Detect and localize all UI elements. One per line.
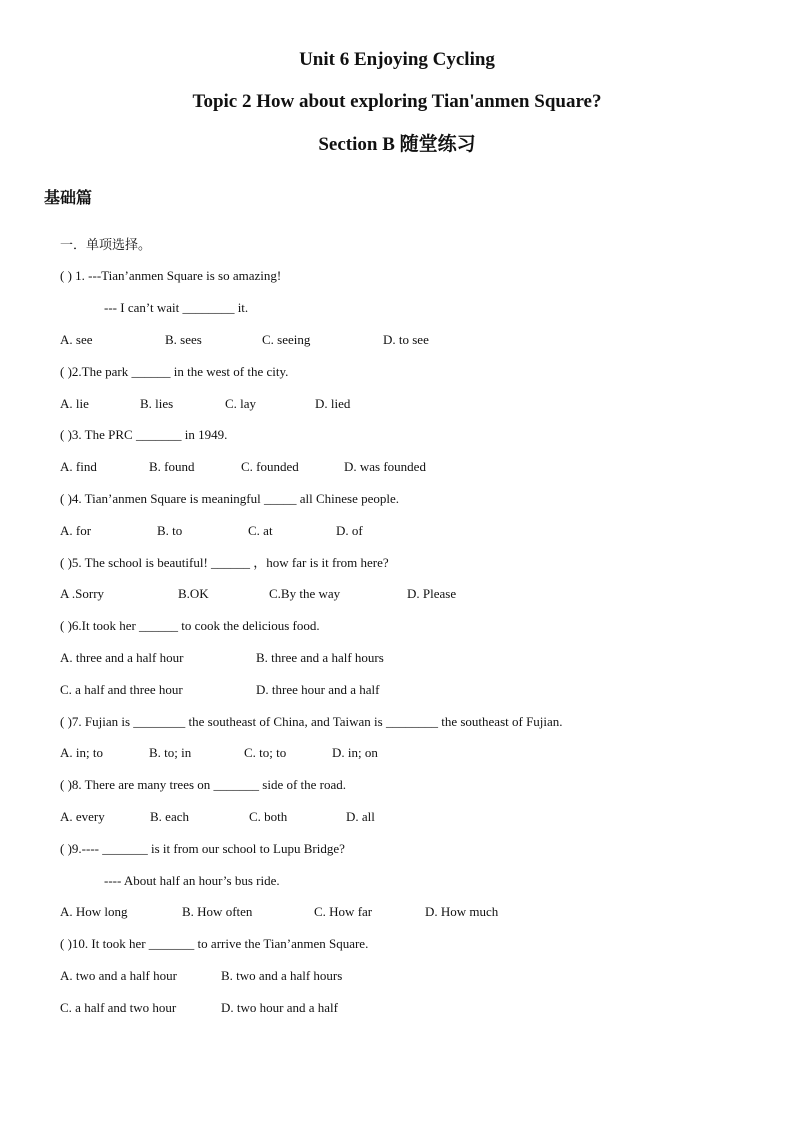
- question-10-option-a: A. two and a half hour: [60, 968, 177, 983]
- exercise-title: 一．单项选择。: [60, 237, 152, 252]
- question-5-option-a: A .Sorry: [60, 586, 105, 601]
- question-4-option-c: C. at: [248, 523, 273, 538]
- question-4-option-a: A. for: [60, 523, 92, 538]
- question-7-stem: ( )7. Fujian is ________ the southeast of China, and Taiwan is ________ the southeast of Fujian.: [60, 714, 563, 729]
- question-2-option-d: D. lied: [315, 396, 351, 411]
- question-3-stem: ( )3. The PRC _______ in 1949.: [60, 427, 228, 442]
- question-7-option-b: B. to; in: [149, 745, 192, 760]
- question-10-option-b: B. two and a half hours: [221, 968, 343, 983]
- question-4-option-d: D. of: [336, 523, 363, 538]
- question-4-option-b: B. to: [157, 523, 183, 538]
- question-7-option-a: A. in; to: [60, 745, 103, 760]
- question-6-option-a: A. three and a half hour: [60, 650, 184, 665]
- question-1-option-a: A. see: [60, 332, 93, 347]
- question-5-option-b: B.OK: [178, 586, 209, 601]
- question-7-option-d: D. in; on: [332, 745, 378, 760]
- question-6-option-c: C. a half and three hour: [60, 682, 183, 697]
- question-8-option-a: A. every: [60, 809, 105, 824]
- question-1-option-b: B. sees: [165, 332, 202, 347]
- question-1-follow: --- I can’t wait ________ it.: [104, 300, 249, 315]
- question-9-option-a: A. How long: [60, 904, 128, 919]
- question-7-option-c: C. to; to: [244, 745, 287, 760]
- question-2-option-c: C. lay: [225, 396, 257, 411]
- question-3-option-c: C. founded: [241, 459, 299, 474]
- question-1-option-d: D. to see: [383, 332, 429, 347]
- question-2-option-b: B. lies: [140, 396, 174, 411]
- question-5-option-c: C.By the way: [269, 586, 341, 601]
- question-8-option-c: C. both: [249, 809, 288, 824]
- question-2-option-a: A. lie: [60, 396, 89, 411]
- question-9-option-c: C. How far: [314, 904, 373, 919]
- question-9-stem: ( )9.---- _______ is it from our school to Lupu Bridge?: [60, 841, 345, 856]
- question-9-option-d: D. How much: [425, 904, 499, 919]
- question-1-option-c: C. seeing: [262, 332, 311, 347]
- unit-title: Unit 6 Enjoying Cycling: [299, 49, 495, 70]
- topic-title: Topic 2 How about exploring Tian'anmen Square?: [192, 91, 602, 112]
- question-10-stem: ( )10. It took her _______ to arrive the Tian’anmen Square.: [60, 936, 369, 951]
- question-9-follow: ---- About half an hour’s bus ride.: [104, 873, 280, 888]
- question-10-option-c: C. a half and two hour: [60, 1000, 177, 1015]
- question-8-option-b: B. each: [150, 809, 189, 824]
- question-4-stem: ( )4. Tian’anmen Square is meaningful _____ all Chinese people.: [60, 491, 400, 506]
- question-8-option-d: D. all: [346, 809, 375, 824]
- question-8-stem: ( )8. There are many trees on _______ side of the road.: [60, 777, 347, 792]
- question-6-stem: ( )6.It took her ______ to cook the delicious food.: [60, 618, 320, 633]
- question-3-option-b: B. found: [149, 459, 195, 474]
- question-6-option-d: D. three hour and a half: [256, 682, 380, 697]
- section-title: Section B 随堂练习: [318, 134, 476, 155]
- question-2-stem: ( )2.The park ______ in the west of the city.: [60, 364, 289, 379]
- question-3-option-a: A. find: [60, 459, 97, 474]
- question-9-option-b: B. How often: [182, 904, 253, 919]
- question-10-option-d: D. two hour and a half: [221, 1000, 338, 1015]
- question-5-stem: ( )5. The school is beautiful! ______ ，how far is it from here?: [60, 555, 389, 570]
- question-5-option-d: D. Please: [407, 586, 457, 601]
- question-6-option-b: B. three and a half hours: [256, 650, 384, 665]
- question-3-option-d: D. was founded: [344, 459, 426, 474]
- part-label: 基础篇: [44, 190, 93, 207]
- question-1-stem: ( ) 1. ---Tian’anmen Square is so amazing!: [60, 268, 282, 283]
